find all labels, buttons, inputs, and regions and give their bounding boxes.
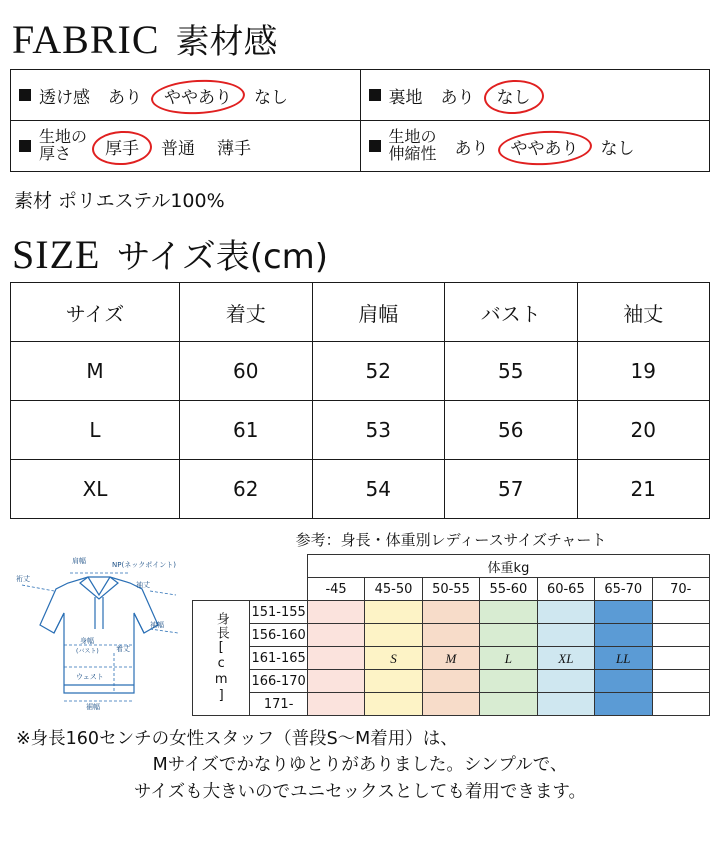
chart-row-label-4: 171- (250, 693, 307, 716)
chart-cell-0-5 (595, 601, 652, 624)
fabric-table (10, 69, 710, 172)
option-sheerness-1: ややあり (160, 81, 236, 110)
size-heading-jp: サイズ表(cm) (116, 237, 329, 277)
size-col-1: 着丈 (180, 283, 313, 342)
chart-col-5: 65-70 (595, 578, 652, 601)
chart-cell-3-4 (537, 670, 594, 693)
size-heading-latin: SIZE (12, 232, 101, 277)
chart-cell-0-3 (480, 601, 537, 624)
table-row (193, 647, 710, 670)
fabric-label-stretch-line1: 生地の (388, 127, 437, 147)
size-r0-c1: 60 (180, 342, 313, 401)
bullet-square-icon (19, 89, 31, 101)
chart-row-label-1: 156-160 (250, 624, 307, 647)
fabric-label-thickness-line1: 生地の (39, 127, 88, 147)
size-r1-c3: 56 (445, 401, 578, 460)
chart-cell-3-2 (422, 670, 479, 693)
footnote-line-3: サイズも大きいのでユニセックスとしても着用できます。 (133, 781, 587, 802)
chart-cell-0-0 (307, 601, 364, 624)
chart-cell-1-6 (652, 624, 710, 647)
option-thickness-0: 厚手 (101, 132, 143, 161)
fabric-label-lining: 裏地 (388, 87, 423, 108)
fabric-cell-lining (360, 70, 710, 121)
footnote-line-2: Mサイズでかなりゆとりがありました。シンプルで、 (152, 755, 568, 776)
size-r1-c2: 53 (312, 401, 445, 460)
fabric-row-1 (11, 70, 710, 121)
option-sheerness-2: なし (254, 87, 288, 108)
label-sleeve-length: 袖丈 (136, 581, 150, 589)
garment-diagram-svg (10, 533, 188, 713)
label-waist: ウェスト (76, 673, 104, 681)
option-lining-0: あり (440, 87, 475, 108)
bullet-square-icon (369, 89, 381, 101)
fabric-cell-sheerness (11, 70, 361, 121)
chart-cell-3-6 (652, 670, 710, 693)
chart-size-letter-m: M (422, 647, 479, 670)
fabric-options-stretch (451, 132, 639, 161)
table-row (193, 624, 710, 647)
option-thickness-2: 薄手 (217, 138, 252, 159)
fabric-heading-jp: 素材感 (175, 22, 278, 62)
chart-header-weight-row (193, 555, 710, 578)
size-r0-c4: 19 (577, 342, 710, 401)
chart-cell-0-1 (365, 601, 422, 624)
chart-weight-header: 体重kg (307, 555, 709, 578)
fabric-label-thickness-line2: 厚さ (39, 144, 72, 163)
chart-col-3: 55-60 (480, 578, 537, 601)
size-r1-c4: 20 (577, 401, 710, 460)
size-col-2: 肩幅 (312, 283, 445, 342)
fabric-heading-latin: FABRIC (12, 17, 160, 62)
chart-cell-4-6 (652, 693, 710, 716)
table-row (193, 601, 710, 624)
fabric-label-sheerness: 透け感 (39, 87, 90, 108)
option-lining-1: なし (493, 81, 535, 110)
fabric-label-stretch-line2: 伸縮性 (388, 144, 437, 163)
chart-col-0: -45 (307, 578, 364, 601)
fabric-cell-thickness (11, 121, 361, 172)
chart-cell-4-0 (307, 693, 364, 716)
chart-caption: 参考：身長・体重別レディースサイズチャート (295, 531, 607, 549)
chart-col-6: 70- (652, 578, 710, 601)
chart-cell-2-6 (652, 647, 710, 670)
height-weight-chart (192, 527, 710, 716)
size-r0-c0: M (11, 342, 180, 401)
chart-cell-4-2 (422, 693, 479, 716)
fabric-row-2 (11, 121, 710, 172)
chart-row-label-3: 166-170 (250, 670, 307, 693)
garment-diagram (10, 527, 188, 716)
chart-col-2: 50-55 (422, 578, 479, 601)
size-r1-c1: 61 (180, 401, 313, 460)
chart-cell-4-5 (595, 693, 652, 716)
chart-col-4: 60-65 (537, 578, 594, 601)
chart-size-letter-ll: LL (595, 647, 652, 670)
chart-size-letter-l: L (480, 647, 537, 670)
chart-row-label-2: 161-165 (250, 647, 307, 670)
chart-cell-1-5 (595, 624, 652, 647)
label-neck-point: NP(ネックポイント) (112, 561, 176, 569)
option-thickness-1: 普通 (161, 138, 196, 159)
size-chart-area (10, 527, 710, 716)
footnote-line-1: ※身長160センチの女性スタッフ（普段S～M着用）は、 (16, 729, 458, 749)
fabric-label-stretch (389, 129, 437, 163)
bullet-square-icon (19, 140, 31, 152)
chart-size-letter-s: S (365, 647, 422, 670)
table-row (11, 342, 710, 401)
chart-cell-1-2 (422, 624, 479, 647)
footnote (10, 716, 710, 805)
height-weight-table (192, 554, 710, 716)
label-bust: (バスト) (76, 648, 99, 655)
label-yoke: 裄丈 (16, 575, 30, 583)
size-table (10, 282, 710, 519)
table-row (11, 460, 710, 519)
table-row (193, 670, 710, 693)
size-heading (10, 223, 710, 280)
chart-cell-4-3 (480, 693, 537, 716)
label-sleeve-width: 袖幅 (150, 621, 164, 629)
option-stretch-0: あり (454, 138, 489, 159)
option-sheerness-0: あり (108, 87, 142, 108)
chart-height-axis: 身長[cm] (193, 601, 250, 716)
label-shoulder: 肩幅 (72, 557, 86, 565)
size-r0-c3: 55 (445, 342, 578, 401)
table-row (11, 401, 710, 460)
chart-row-label-0: 151-155 (250, 601, 307, 624)
chart-cell-1-4 (537, 624, 594, 647)
fabric-options-sheerness (104, 81, 292, 110)
chart-size-letter-xl: XL (537, 647, 594, 670)
fabric-options-thickness (101, 132, 255, 161)
chart-cell-2-0 (307, 647, 364, 670)
fabric-heading (10, 8, 710, 65)
chart-cell-3-3 (480, 670, 537, 693)
fabric-label-thickness (39, 129, 87, 163)
table-row (193, 693, 710, 716)
chart-cell-1-3 (480, 624, 537, 647)
size-col-3: バスト (445, 283, 578, 342)
label-body-width: 身幅 (80, 637, 94, 645)
bullet-square-icon (369, 140, 381, 152)
size-table-header-row (11, 283, 710, 342)
chart-cell-0-6 (652, 601, 710, 624)
chart-cell-3-0 (307, 670, 364, 693)
chart-cell-1-1 (365, 624, 422, 647)
product-size-document (0, 8, 720, 861)
label-hem-width: 裾幅 (86, 703, 100, 711)
chart-cell-4-4 (537, 693, 594, 716)
size-col-0: サイズ (11, 283, 180, 342)
chart-cell-3-5 (595, 670, 652, 693)
size-r2-c1: 62 (180, 460, 313, 519)
option-stretch-1: ややあり (507, 132, 583, 161)
label-length: 着丈 (116, 645, 130, 653)
chart-cell-4-1 (365, 693, 422, 716)
option-stretch-2: なし (600, 138, 635, 159)
size-r1-c0: L (11, 401, 180, 460)
size-r2-c2: 54 (312, 460, 445, 519)
size-r2-c4: 21 (577, 460, 710, 519)
fabric-options-lining (437, 81, 535, 110)
chart-cell-0-2 (422, 601, 479, 624)
material-composition: 素材 ポリエステル100% (14, 190, 225, 212)
size-r2-c3: 57 (445, 460, 578, 519)
chart-cell-1-0 (307, 624, 364, 647)
size-r2-c0: XL (11, 460, 180, 519)
fabric-cell-stretch (360, 121, 710, 172)
chart-cell-3-1 (365, 670, 422, 693)
chart-col-1: 45-50 (365, 578, 422, 601)
size-col-4: 袖丈 (577, 283, 710, 342)
chart-cell-0-4 (537, 601, 594, 624)
size-r0-c2: 52 (312, 342, 445, 401)
